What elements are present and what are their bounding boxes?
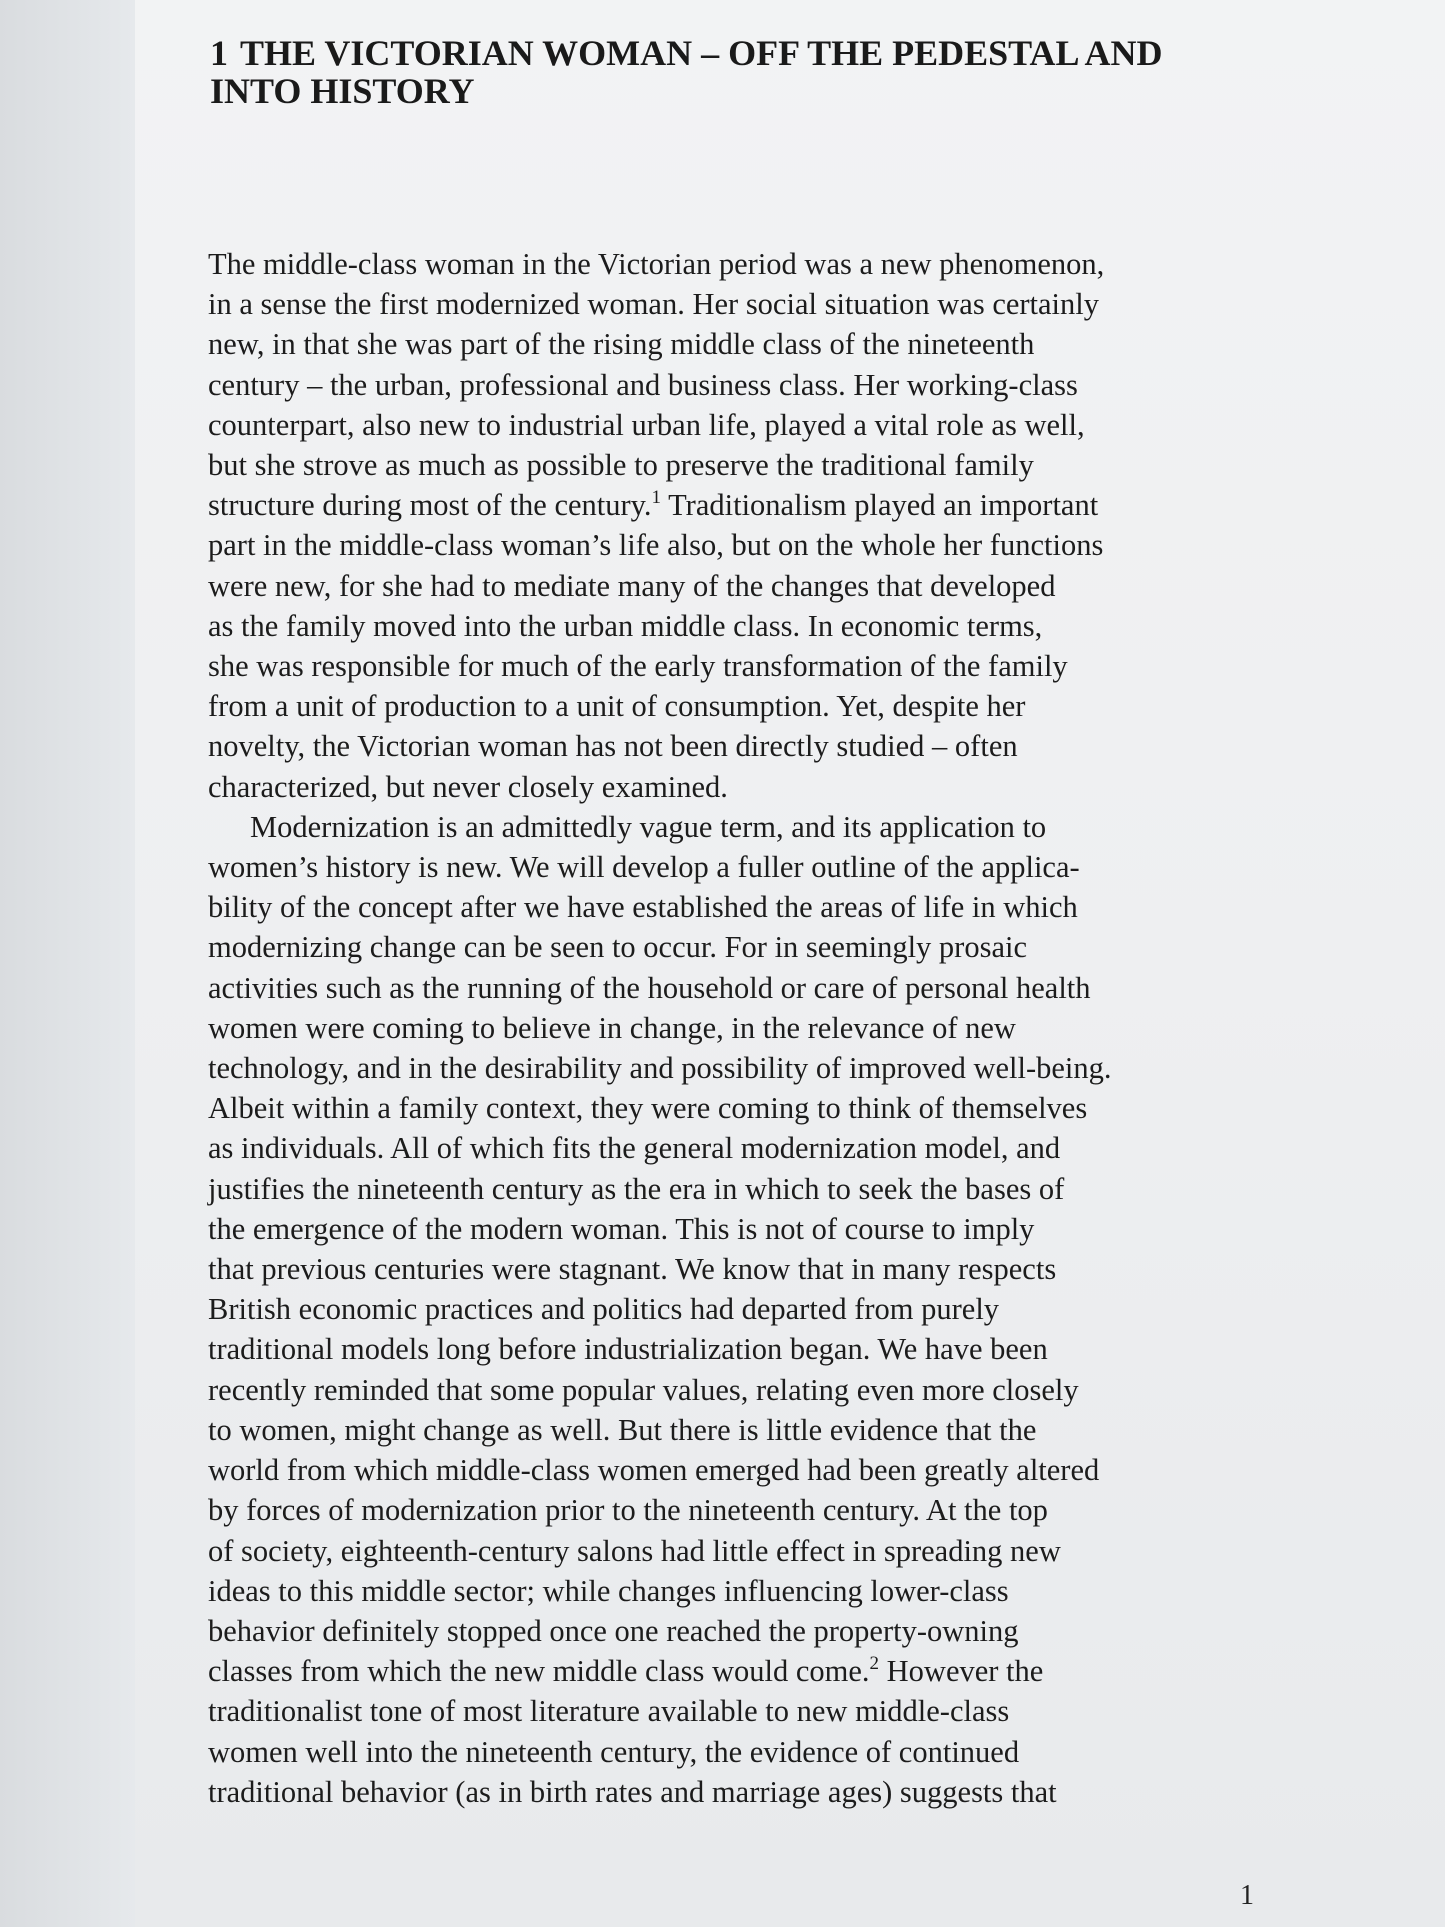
text-line: recently reminded that some popular values, relating even more closely — [208, 1372, 1079, 1407]
text-line: women were coming to believe in change, in the relevance of new — [208, 1010, 1016, 1045]
text-line: from a unit of production to a unit of consumption. Yet, despite her — [208, 689, 1026, 724]
text-line: activities such as the running of the household or care of personal health — [208, 970, 1091, 1005]
text-line: she was responsible for much of the early transformation of the family — [208, 649, 1068, 684]
chapter-title-line-1: THE VICTORIAN WOMAN – OFF THE PEDESTAL AND — [240, 33, 1163, 73]
text-line: Albeit within a family context, they were coming to think of themselves — [208, 1091, 1088, 1126]
text-line: women well into the nineteenth century, the evidence of continued — [208, 1734, 1020, 1769]
text-line: novelty, the Victorian woman has not been directly studied – often — [208, 729, 1018, 764]
text-line — [208, 1651, 1338, 1691]
body-text — [208, 244, 1338, 1812]
text-line: bility of the concept after we have established the areas of life in which — [208, 890, 1078, 925]
chapter-number: 1 — [210, 33, 228, 73]
text-line: counterpart, also new to industrial urban life, played a vital role as well, — [208, 407, 1085, 442]
text-line: traditional models long before industrialization began. We have been — [208, 1332, 1048, 1367]
page-number: 1 — [1240, 1880, 1254, 1911]
chapter-heading-line-1 — [210, 34, 1330, 72]
chapter-title-line-2: INTO HISTORY — [210, 71, 475, 111]
text-line: new, in that she was part of the rising middle class of the nineteenth — [208, 327, 1035, 362]
text-line: traditional behavior (as in birth rates and marriage ages) suggests that — [208, 1774, 1057, 1809]
text-line: that previous centuries were stagnant. We know that in many respects — [208, 1252, 1057, 1287]
text-line: technology, and in the desirability and possibility of improved well-being. — [208, 1051, 1112, 1086]
footnote-ref-2[interactable]: 2 — [869, 1653, 880, 1675]
text-line: traditionalist tone of most literature available to new middle-class — [208, 1694, 1010, 1729]
text-line: British economic practices and politics had departed from purely — [208, 1292, 1000, 1327]
text-line: The middle-class woman in the Victorian period was a new phenomenon, — [208, 247, 1105, 281]
text-segment: classes from which the new middle class would come. — [208, 1654, 870, 1689]
text-line: characterized, but never closely examined. — [208, 769, 728, 804]
text-line: world from which middle-class women emerged had been greatly altered — [208, 1453, 1100, 1488]
text-line: as the family moved into the urban middle class. In economic terms, — [208, 608, 1043, 643]
text-line: but she strove as much as possible to preserve the traditional family — [208, 448, 1034, 483]
text-line: in a sense the first modernized woman. Her social situation was certainly — [208, 287, 1100, 322]
text-line: behavior definitely stopped once one reached the property-owning — [208, 1613, 1019, 1648]
text-line: the emergence of the modern woman. This is not of course to imply — [208, 1211, 1035, 1246]
text-line: of society, eighteenth-century salons had little effect in spreading new — [208, 1533, 1061, 1568]
text-line: century – the urban, professional and business class. Her working-class — [208, 367, 1078, 402]
text-segment: structure during most of the century. — [208, 488, 652, 523]
text-line: ideas to this middle sector; while changes influencing lower-class — [208, 1573, 1009, 1608]
text-segment: Traditionalism played an important — [668, 488, 1099, 523]
footnote-ref-1[interactable]: 1 — [651, 487, 662, 509]
text-line: to women, might change as well. But there is little evidence that the — [208, 1412, 1037, 1447]
text-line: justifies the nineteenth century as the era in which to seek the bases of — [208, 1171, 1065, 1206]
chapter-heading — [210, 34, 1330, 110]
text-line — [208, 485, 1338, 525]
text-line: by forces of modernization prior to the nineteenth century. At the top — [208, 1493, 1048, 1528]
text-line: were new, for she had to mediate many of the changes that developed — [208, 568, 1056, 603]
text-line: women’s history is new. We will develop a fuller outline of the applica- — [208, 850, 1080, 885]
facing-page-edge — [0, 0, 135, 1927]
text-line: modernizing change can be seen to occur. For in seemingly prosaic — [208, 930, 1028, 965]
text-line: as individuals. All of which fits the general modernization model, and — [208, 1131, 1061, 1166]
text-segment: However the — [886, 1654, 1044, 1689]
text-line-paragraph-start: Modernization is an admittedly vague term, and its application to — [250, 809, 1047, 844]
text-line: part in the middle-class woman’s life also, but on the whole her functions — [208, 528, 1104, 563]
